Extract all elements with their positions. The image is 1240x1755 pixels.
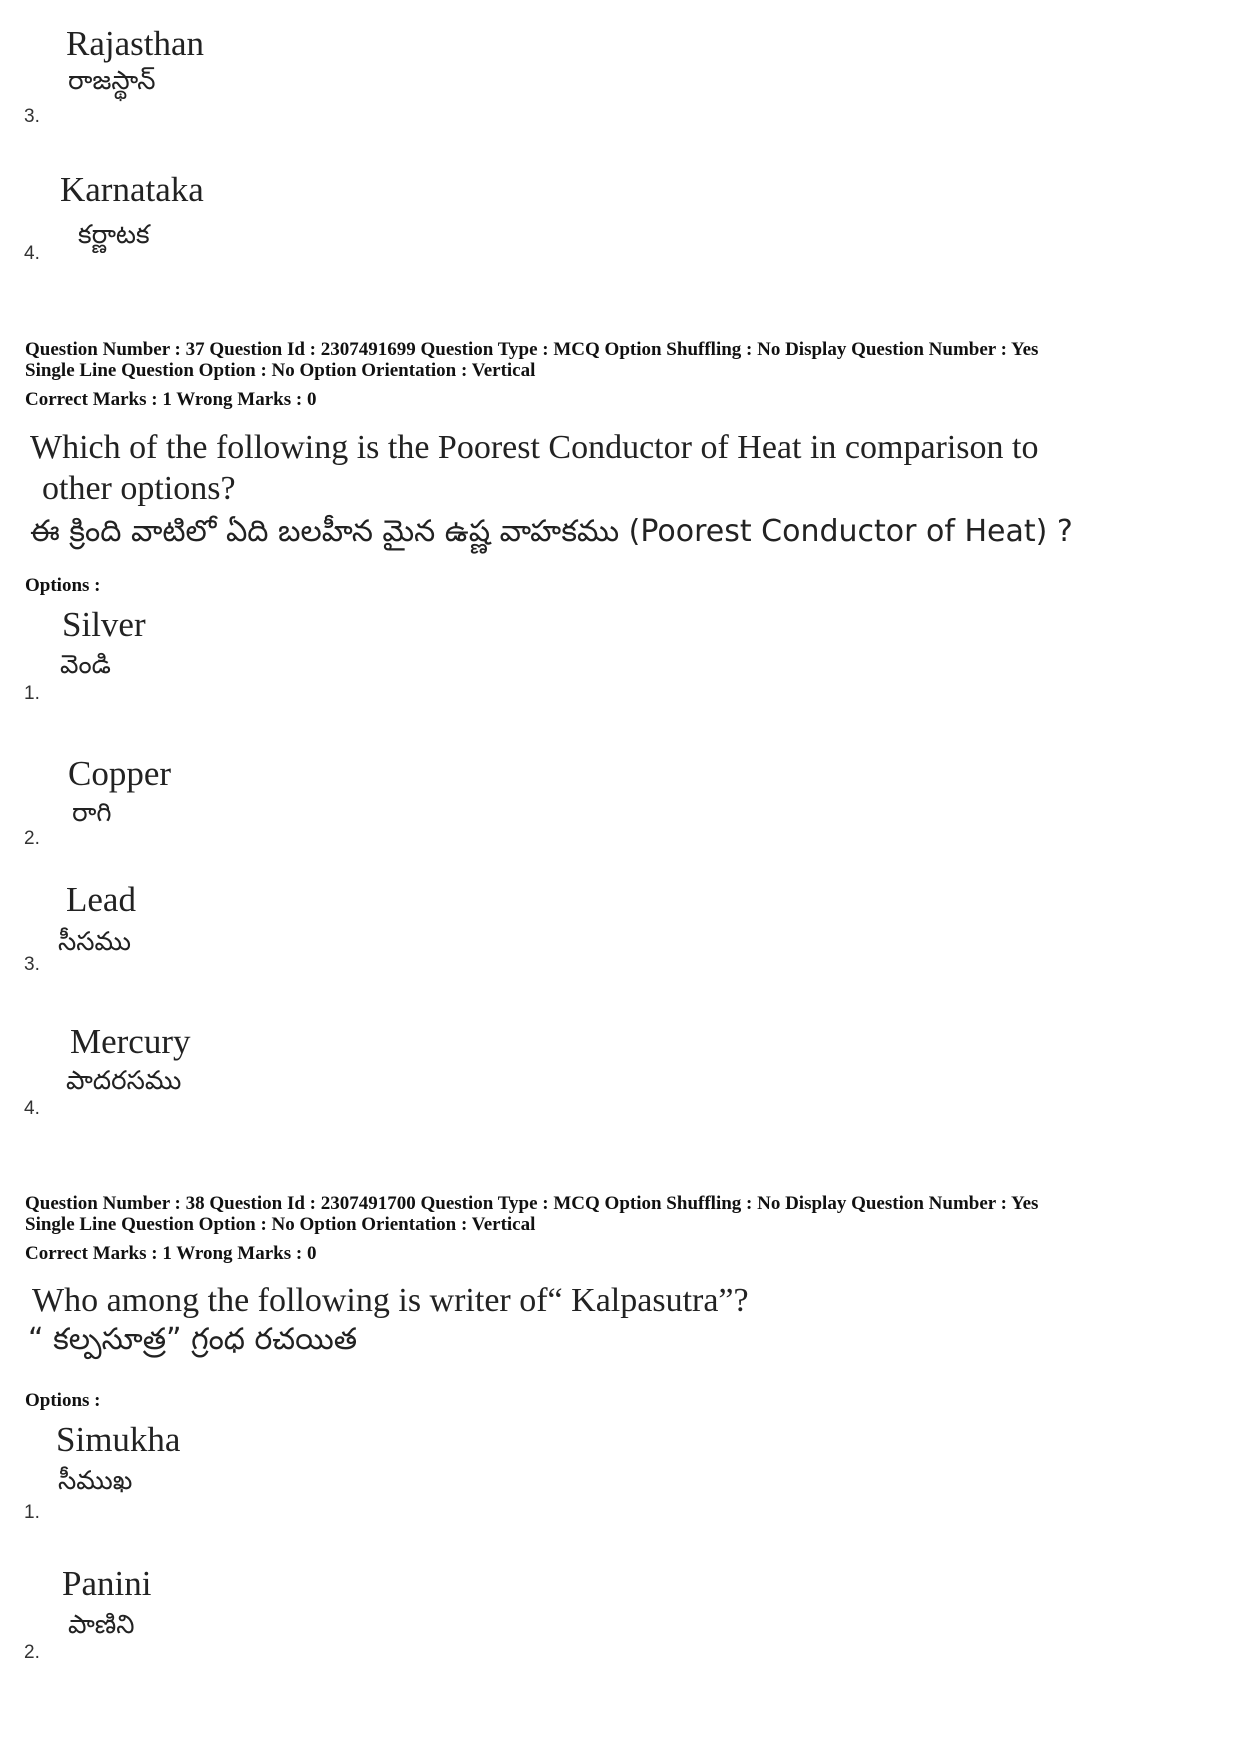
option-english: Mercury xyxy=(70,1022,191,1061)
option-telugu: కర్ణాటక xyxy=(78,220,150,250)
option-number: 1. xyxy=(24,1502,40,1523)
option-english: Silver xyxy=(62,605,146,644)
question-marks: Correct Marks : 1 Wrong Marks : 0 xyxy=(25,389,317,410)
option-telugu: వెండి xyxy=(60,650,111,680)
options-label: Options : xyxy=(25,575,101,596)
question-marks: Correct Marks : 1 Wrong Marks : 0 xyxy=(25,1243,317,1264)
option-number: 2. xyxy=(24,1642,40,1663)
question-meta-line1: Question Number : 38 Question Id : 2307491700 Question Type : MCQ Option Shuffling : No Display Question Number : Yes xyxy=(25,1193,1039,1214)
option-english: Panini xyxy=(62,1564,152,1603)
question-meta-line2: Single Line Question Option : No Option Orientation : Vertical xyxy=(25,360,536,381)
question-text-telugu: ఈ క్రింది వాటిలో ఏది బలహీన మైన ఉష్ణ వాహకము (Poorest Conductor of Heat) ? xyxy=(30,514,1073,549)
option-number: 2. xyxy=(24,828,40,849)
option-number: 3. xyxy=(24,106,40,127)
option-number: 4. xyxy=(24,243,40,264)
option-english: Copper xyxy=(68,754,172,793)
question-meta-line1: Question Number : 37 Question Id : 2307491699 Question Type : MCQ Option Shuffling : No Display Question Number : Yes xyxy=(25,339,1039,360)
question-text-telugu: “ కల్పసూత్ర” గ్రంధ రచయిత xyxy=(28,1322,358,1357)
option-english: Lead xyxy=(66,880,136,919)
question-text-english-cont: other options? xyxy=(42,470,236,507)
options-label: Options : xyxy=(25,1390,101,1411)
option-english: Rajasthan xyxy=(66,24,205,63)
question-meta-line2: Single Line Question Option : No Option Orientation : Vertical xyxy=(25,1214,536,1235)
question-text-english: Which of the following is the Poorest Conductor of Heat in comparison to xyxy=(30,429,1039,466)
option-english: Simukha xyxy=(56,1420,181,1459)
option-telugu: సీముఖ xyxy=(58,1466,133,1496)
question-text-english: Who among the following is writer of“ Kalpasutra”? xyxy=(32,1282,749,1319)
option-telugu: పాణిని xyxy=(68,1610,135,1640)
option-telugu: పాదరసము xyxy=(66,1066,182,1096)
option-english: Karnataka xyxy=(60,170,204,209)
option-number: 3. xyxy=(24,954,40,975)
option-telugu: రాజస్థాన్ xyxy=(68,66,156,96)
option-number: 1. xyxy=(24,683,40,704)
option-telugu: రాగి xyxy=(72,798,112,828)
option-number: 4. xyxy=(24,1098,40,1119)
option-telugu: సీసము xyxy=(58,927,132,957)
